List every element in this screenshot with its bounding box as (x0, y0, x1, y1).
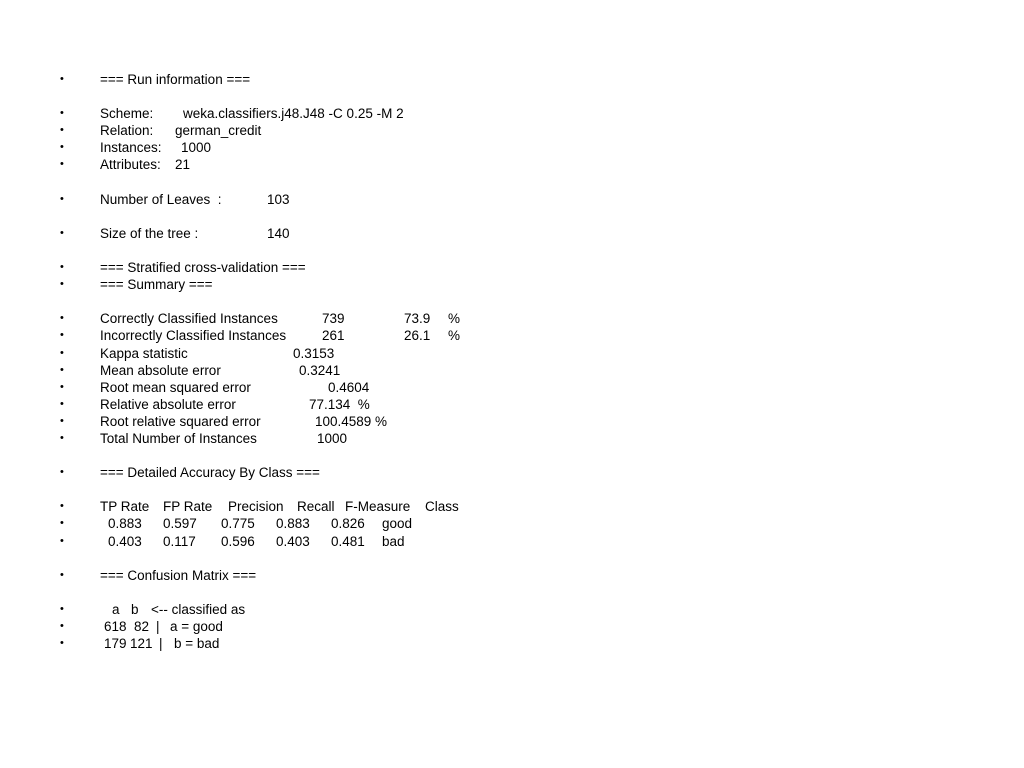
bullet: • (60, 620, 64, 632)
cell-f-measure: 0.481 (331, 533, 365, 549)
bullet: • (60, 107, 64, 120)
cell-precision: 0.596 (221, 533, 255, 549)
bullet: • (60, 278, 64, 291)
confusion-row-label: a = good (170, 619, 223, 634)
summary-heading-line (0, 276, 1024, 293)
accuracy-heading: === Detailed Accuracy By Class === (100, 465, 320, 481)
rrse-line (0, 413, 1024, 430)
accuracy-row-bad (0, 533, 1024, 550)
attributes-label: Attributes: (100, 157, 161, 173)
instances-label: Instances: (100, 140, 162, 156)
correct-unit: % (448, 311, 461, 327)
bullet: • (60, 466, 64, 479)
mae-label: Mean absolute error (100, 362, 221, 378)
total-line (0, 430, 1024, 447)
col-f-measure: F-Measure (345, 499, 411, 515)
cell-class: bad (382, 533, 405, 549)
cell-tp-rate: 0.883 (108, 516, 142, 532)
tree-size-value: 140 (267, 225, 290, 241)
cell-tp-rate: 0.403 (108, 533, 142, 549)
leaves-value: 103 (267, 191, 290, 207)
kappa-line (0, 345, 1024, 362)
cell-fp-rate: 0.117 (163, 533, 196, 549)
rae-value: 77.134 % (309, 396, 370, 412)
accuracy-header-row (0, 498, 1024, 515)
col-recall: Recall (297, 499, 335, 515)
bullet: • (60, 534, 64, 547)
cell-class: good (382, 516, 413, 532)
run-info-heading-line (0, 71, 1024, 88)
confusion-header-row (0, 601, 1024, 618)
kappa-label: Kappa statistic (100, 345, 188, 361)
cell-recall: 0.883 (276, 516, 310, 532)
bullet: • (60, 568, 64, 581)
correct-label: Correctly Classified Instances (100, 311, 278, 327)
incorrect-pct: 26.1 (404, 328, 431, 344)
confusion-row-bad (0, 635, 1024, 652)
bullet: • (60, 346, 64, 359)
relation-line (0, 122, 1024, 139)
cell-fp-rate: 0.597 (163, 516, 197, 532)
cv-heading: === Stratified cross-validation === (100, 260, 306, 276)
col-tp-rate: TP Rate (100, 499, 150, 515)
col-class: Class (425, 499, 459, 515)
attributes-line (0, 156, 1024, 173)
bullet: • (60, 226, 64, 239)
instances-value: 1000 (181, 140, 212, 156)
accuracy-heading-line (0, 464, 1024, 481)
bullet: • (60, 637, 64, 650)
tree-size-label: Size of the tree : (100, 225, 199, 241)
confusion-cell-a: 179 (104, 636, 127, 652)
bullet: • (60, 158, 64, 171)
rae-line (0, 396, 1024, 413)
relation-label: Relation: (100, 123, 154, 139)
confusion-separator: | (159, 636, 163, 652)
summary-heading: === Summary === (100, 277, 213, 293)
bullet: • (60, 431, 64, 444)
bullet: • (60, 414, 64, 427)
incorrect-unit: % (448, 328, 461, 344)
bullet: • (60, 312, 64, 325)
bullet: • (60, 141, 64, 154)
confusion-header-note: <-- classified as (151, 601, 246, 617)
col-fp-rate: FP Rate (163, 499, 213, 515)
bullet: • (60, 517, 64, 530)
rrse-label: Root relative squared error (100, 413, 261, 429)
relation-value: german_credit (175, 123, 262, 139)
bullet: • (60, 329, 64, 342)
run-info-heading: === Run information === (100, 72, 251, 87)
scheme-value: weka.classifiers.j48.J48 -C 0.25 -M 2 (183, 106, 404, 122)
accuracy-row-good (0, 515, 1024, 532)
tree-size-line (0, 225, 1024, 242)
bullet: • (60, 124, 64, 137)
bullet: • (60, 363, 64, 376)
confusion-row-label: b = bad (174, 636, 220, 652)
incorrect-count: 261 (322, 328, 345, 344)
correct-count: 739 (322, 311, 345, 327)
bullet: • (60, 380, 64, 393)
bullet: • (60, 261, 64, 274)
rmse-label: Root mean squared error (100, 379, 251, 395)
leaves-label: Number of Leaves : (100, 191, 222, 207)
leaves-line (0, 191, 1024, 208)
confusion-row-good (0, 618, 1024, 635)
confusion-cell-b: 121 (130, 636, 153, 652)
total-value: 1000 (317, 430, 348, 446)
attributes-value: 21 (175, 157, 191, 173)
bullet: • (60, 192, 64, 205)
incorrect-label: Incorrectly Classified Instances (100, 328, 287, 344)
confusion-col-a: a (112, 601, 120, 617)
bullet: • (60, 397, 64, 410)
rae-label: Relative absolute error (100, 396, 236, 412)
bullet: • (60, 500, 64, 513)
confusion-col-b: b (131, 601, 139, 617)
incorrect-line (0, 327, 1024, 344)
cell-recall: 0.403 (276, 533, 310, 549)
rmse-value: 0.4604 (328, 379, 370, 395)
instances-line (0, 139, 1024, 156)
cell-f-measure: 0.826 (331, 516, 365, 532)
confusion-cell-b: 82 (134, 619, 150, 634)
confusion-heading-line (0, 567, 1024, 584)
confusion-separator: | (156, 619, 160, 634)
cv-heading-line (0, 259, 1024, 276)
total-label: Total Number of Instances (100, 430, 257, 446)
confusion-heading: === Confusion Matrix === (100, 567, 257, 583)
rrse-value: 100.4589 % (315, 413, 388, 429)
mae-value: 0.3241 (299, 362, 341, 378)
scheme-label: Scheme: (100, 106, 154, 122)
bullet: • (60, 73, 64, 85)
cell-precision: 0.775 (221, 516, 255, 532)
kappa-value: 0.3153 (293, 345, 335, 361)
correct-pct: 73.9 (404, 311, 431, 327)
correct-line (0, 310, 1024, 327)
rmse-line (0, 379, 1024, 396)
bullet: • (60, 602, 64, 615)
mae-line (0, 362, 1024, 379)
col-precision: Precision (228, 499, 284, 515)
weka-output-document (0, 71, 1024, 652)
scheme-line (0, 105, 1024, 122)
confusion-cell-a: 618 (104, 619, 127, 634)
